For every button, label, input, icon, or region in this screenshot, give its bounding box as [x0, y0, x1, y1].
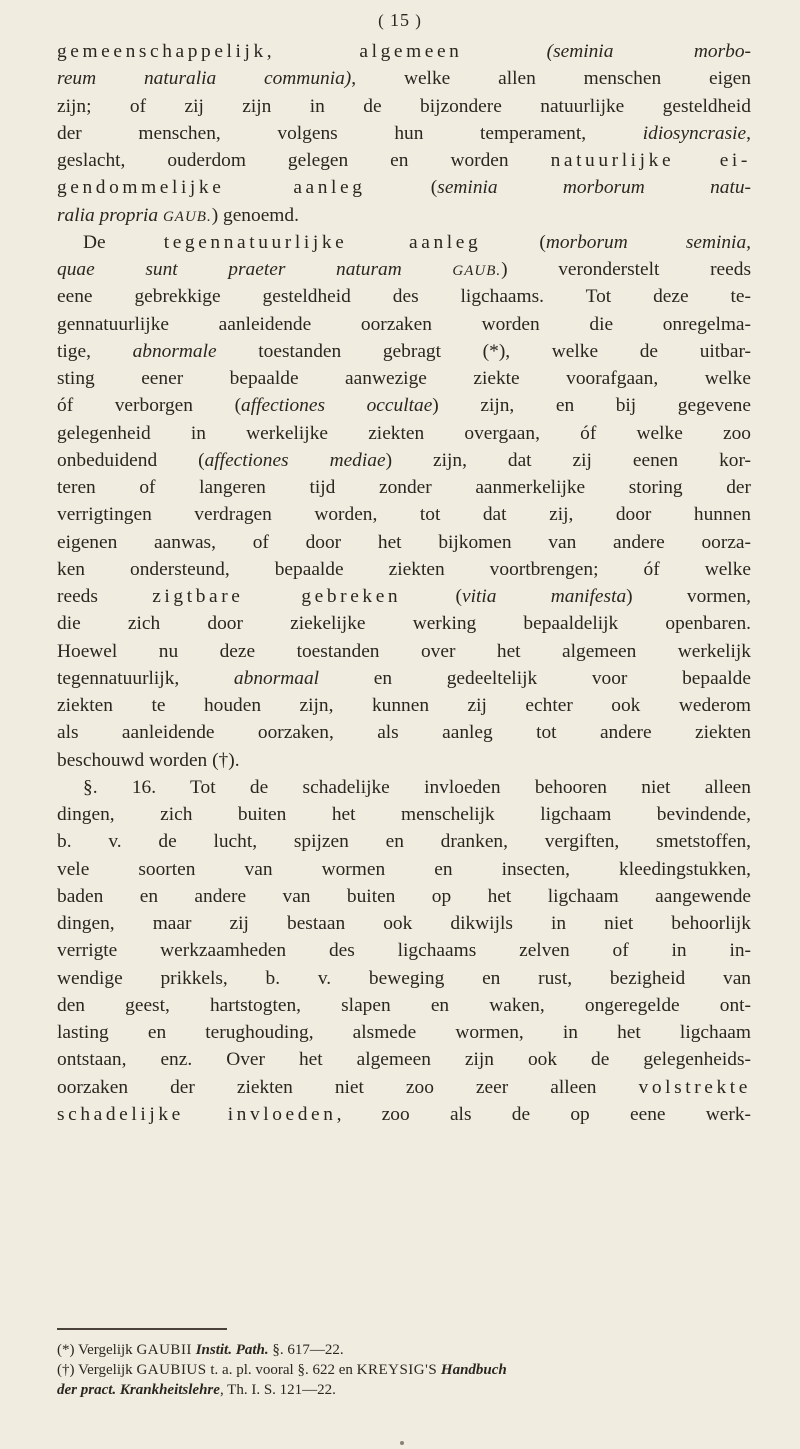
- text-line: baden en andere van buiten op het ligchaam aangewende: [57, 885, 751, 907]
- text-line: lasting en terughouding, alsmede wormen, in het ligchaam: [57, 1022, 751, 1043]
- text-line: oorzaken der ziekten niet zoo zeer alleen volstrekte: [57, 1076, 751, 1098]
- text-line: dingen, zich buiten het menschelijk ligchaam bevindende,: [57, 804, 751, 825]
- text-line: Hoewel nu deze toestanden over het algemeen werkelijk: [57, 640, 751, 662]
- text-line: verrigtingen verdragen worden, tot dat zij, door hunnen: [57, 504, 751, 526]
- text-line: beschouwd worden (†).: [57, 749, 240, 771]
- text-line: óf verborgen (affectiones occultae) zijn, en bij gegevene: [57, 395, 751, 417]
- text-line: teren of langeren tijd zonder aanmerkelijke storing der: [57, 477, 751, 498]
- footnote: (†) Vergelijk GAUBIUS t. a. pl. vooral §. 622 en KREYSIG'S Handbuch: [57, 1362, 507, 1378]
- text-line: gennatuurlijke aanleidende oorzaken worden die onregelma-: [57, 313, 751, 335]
- paper-speck: [400, 1441, 404, 1445]
- text-line: De tegennatuurlijke aanleg (morborum seminia,: [83, 231, 751, 253]
- text-line: ken ondersteund, bepaalde ziekten voortbrengen; óf welke: [57, 558, 751, 580]
- text-line: eigenen aanwas, of door het bijkomen van andere oorza-: [57, 531, 751, 553]
- text-line: tige, abnormale toestanden gebragt (*), welke de uitbar-: [57, 340, 751, 362]
- page-number-value: 15: [390, 10, 410, 30]
- text-line: reum naturalia communia), welke allen menschen eigen: [57, 68, 751, 90]
- body-text: [57, 38, 751, 1128]
- text-line: ontstaan, enz. Over het algemeen zijn ook de gelegenheids-: [57, 1049, 751, 1071]
- text-line: verrigte werkzaamheden des ligchaams zelven of in in-: [57, 940, 751, 962]
- text-line: reeds zigtbare gebreken (vitia manifesta) vormen,: [57, 586, 751, 607]
- text-line: gelegenheid in werkelijke ziekten overgaan, óf welke zoo: [57, 422, 751, 444]
- text-line: die zich door ziekelijke werking bepaaldelijk openbaren.: [57, 613, 751, 635]
- text-line: den geest, hartstogten, slapen en waken, ongeregelde ont-: [57, 994, 751, 1016]
- text-line: zijn; of zij zijn in de bijzondere natuurlijke gesteldheid: [57, 95, 751, 117]
- page-number: ( 15 ): [378, 10, 422, 30]
- text-line: als aanleidende oorzaken, als aanleg tot andere ziekten: [57, 722, 751, 744]
- text-line: quae sunt praeter naturam GAUB.) veronderstelt reeds: [57, 259, 751, 280]
- footnote: der pract. Krankheitslehre, Th. I. S. 121—22.: [57, 1382, 336, 1398]
- text-line: gemeenschappelijk, algemeen (seminia morbo-: [57, 41, 752, 62]
- footnote: (*) Vergelijk GAUBII Instit. Path. §. 617—22.: [57, 1342, 344, 1358]
- text-line: eene gebrekkige gesteldheid des ligchaams. Tot deze te-: [57, 286, 751, 308]
- text-line: der menschen, volgens hun temperament, idiosyncrasie,: [57, 122, 751, 144]
- text-line: tegennatuurlijk, abnormaal en gedeeltelijk voor bepaalde: [57, 667, 751, 689]
- text-line: ralia propria GAUB.) genoemd.: [57, 204, 299, 226]
- text-line: ziekten te houden zijn, kunnen zij echter ook wederom: [57, 695, 751, 716]
- text-line: dingen, maar zij bestaan ook dikwijls in niet behoorlijk: [57, 913, 751, 934]
- text-line: b. v. de lucht, spijzen en dranken, vergiften, smetstoffen,: [57, 831, 751, 853]
- text-line: gendommelijke aanleg (seminia morborum natu-: [57, 177, 751, 199]
- footnotes: [57, 1340, 751, 1400]
- footnote-rule: [57, 1328, 227, 1330]
- text-line: geslacht, ouderdom gelegen en worden natuurlijke ei-: [57, 150, 751, 171]
- text-line: schadelijke invloeden, zoo als de op eene werk-: [57, 1103, 751, 1125]
- text-line: onbeduidend (affectiones mediae) zijn, dat zij eenen kor-: [57, 449, 751, 471]
- text-line: sting eener bepaalde aanwezige ziekte voorafgaan, welke: [57, 368, 751, 389]
- text-line: vele soorten van wormen en insecten, kleedingstukken,: [57, 858, 751, 880]
- text-line: §. 16. Tot de schadelijke invloeden behooren niet alleen: [83, 776, 751, 798]
- text-line: wendige prikkels, b. v. beweging en rust, bezigheid van: [57, 967, 751, 989]
